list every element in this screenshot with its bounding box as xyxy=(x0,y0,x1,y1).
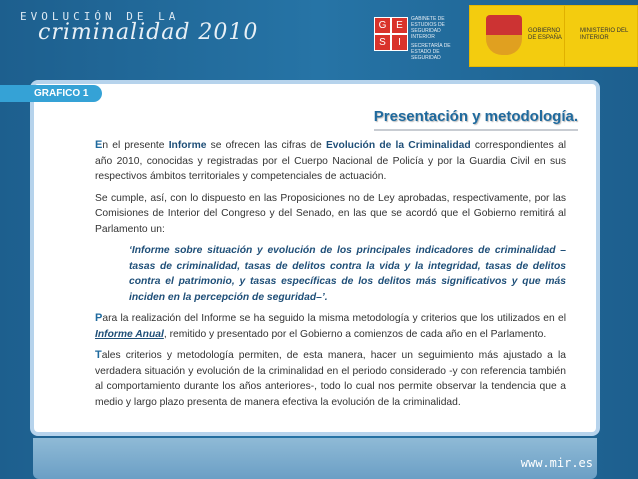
card-reflection xyxy=(33,438,597,479)
brand-line-2: criminalidad 2010 xyxy=(38,20,259,45)
graphic-tab: GRAFICO 1 xyxy=(0,85,102,102)
paragraph-4 xyxy=(95,348,566,410)
gesi-text-1: GABINETE DE ESTUDIOS DE SEGURIDAD INTERIOR xyxy=(411,16,445,40)
divider xyxy=(564,6,565,66)
bold-text: Informe Anual xyxy=(95,328,164,340)
ministry-text: MINISTERIO DEL INTERIOR xyxy=(580,28,629,41)
gesi-letter: E xyxy=(392,18,407,33)
gesi-text-2: SECRETARÍA DE ESTADO DE SEGURIDAD xyxy=(411,43,451,61)
text: n el presente xyxy=(102,140,169,151)
gesi-letter: G xyxy=(375,18,390,33)
gesi-text xyxy=(411,16,465,61)
bold-text: Evolución de la Criminalidad xyxy=(325,140,471,151)
text: se ofrecen las cifras de xyxy=(206,140,326,151)
text: ara la realización del Informe se ha seguido la misma metodología y criterios que los utilizados en el xyxy=(102,313,566,324)
text: correspondientes al año 2010, conocidas y registradas por el Cuerpo Nacional de Policía y por la Guardia Civil en sus respectivos ámbitos territoriales y competenciales de actuación. xyxy=(95,140,566,182)
paragraph-2: Se cumple, así, con lo dispuesto en las Proposiciones no de Ley aprobadas, respectivamente, por las Comisiones de Interior del Congreso y del Senado, en las que se acordó que el Gobierno remitirá al Parlamento un: xyxy=(95,192,566,235)
bold-text: Informe xyxy=(168,140,207,151)
gov-text: GOBIERNO DE ESPAÑA xyxy=(528,28,562,41)
gesi-logo xyxy=(374,17,408,51)
initial: P xyxy=(95,312,103,324)
gesi-letter: S xyxy=(375,35,390,50)
page-title: Presentación y metodología. xyxy=(374,108,578,131)
footer-url[interactable]: www.mir.es xyxy=(520,456,593,470)
gesi-letter: I xyxy=(392,35,407,50)
quote: ‘Informe sobre situación y evolución de los principales indicadores de criminalidad –tasas de criminalidad, tasas de delitos contra la vida y la integridad, tasas de delitos contra el patrimonio, y tasas específicas de los delitos más significativos y que más inciden en la percepción de seguridad–’. xyxy=(129,245,566,303)
brand-line-1: EVOLUCIÓN DE LA xyxy=(20,10,180,23)
paragraph-1 xyxy=(95,138,566,185)
initial: T xyxy=(95,349,102,361)
body-text xyxy=(95,138,566,416)
government-logo xyxy=(469,5,638,67)
coat-of-arms-icon xyxy=(486,15,522,55)
text: , remitido y presentado por el Gobierno a comienzos de cada año en el Parlamento. xyxy=(163,328,547,340)
paragraph-3 xyxy=(95,311,566,342)
text: ales criterios y metodología permiten, de esta manera, hacer un seguimiento más ajustado a la verdadera situación y evolución de la criminalidad en el periodo considerado -y con referencia también al comportamiento durante los años anteriores-, todo lo cual nos permite observar la tendencia que a medio y largo plazo presenta de manera efectiva la evolución de la criminalidad. xyxy=(95,350,566,408)
initial: E xyxy=(95,139,103,151)
